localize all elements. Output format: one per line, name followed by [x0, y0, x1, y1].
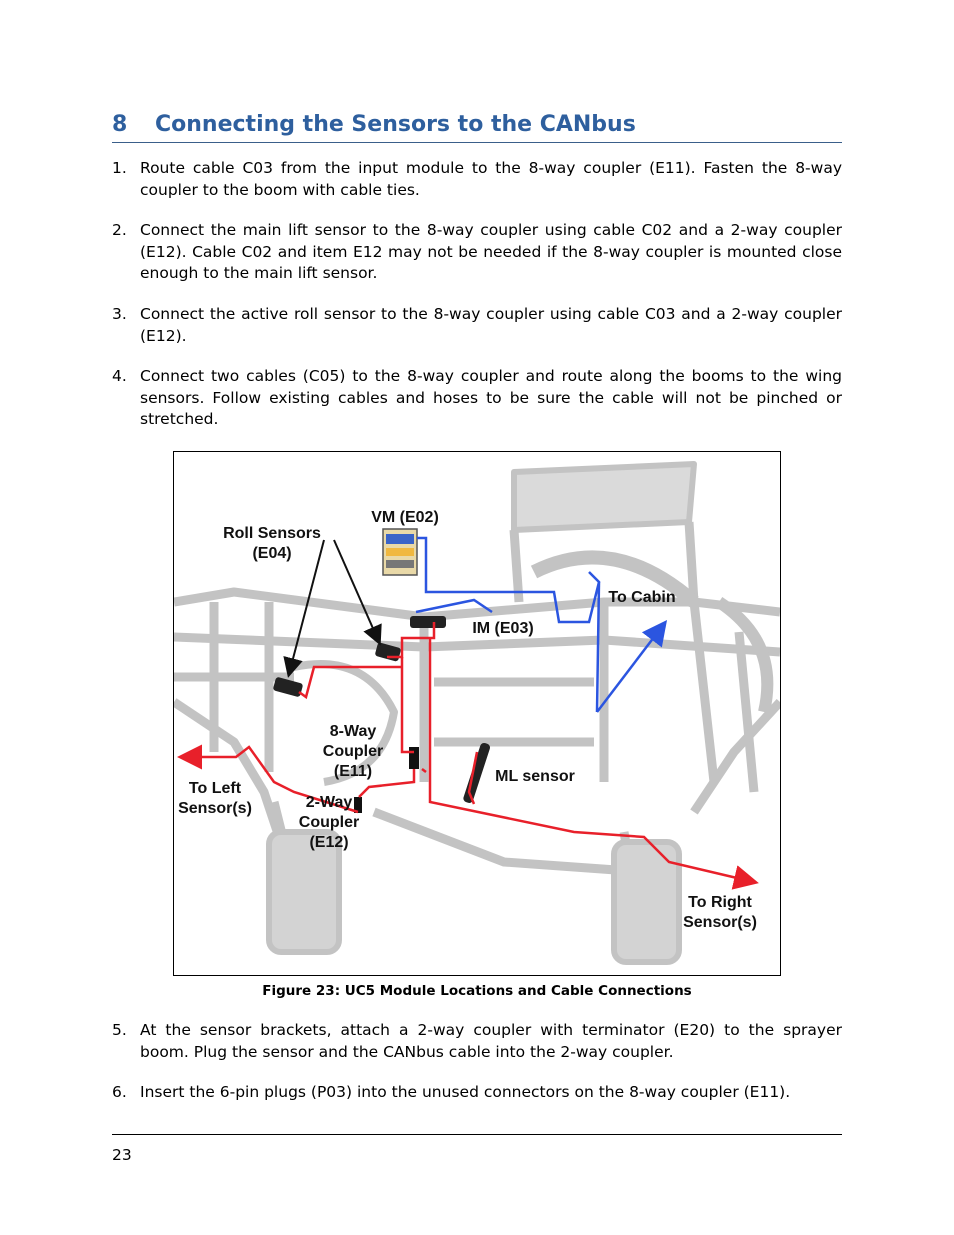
step-number: 6.	[112, 1083, 127, 1101]
step-text: Insert the 6-pin plugs (P03) into the unused connectors on the 8-way coupler (E11).	[140, 1083, 791, 1101]
step-3	[112, 304, 842, 347]
step-text: Connect the main lift sensor to the 8-way coupler using cable C02 and a 2-way coupler (E12). Cable C02 and item E12 may not be needed if the 8-way coupler is mounted close enough to the main lift sensor.	[140, 221, 842, 282]
label-im: IM (E03)	[472, 620, 534, 637]
page-number: 23	[112, 1146, 132, 1164]
eight-way-coupler	[409, 747, 419, 769]
vm-module	[383, 529, 417, 575]
step-number: 5.	[112, 1021, 127, 1039]
label-vm: VM (E02)	[371, 509, 439, 526]
step-6	[112, 1082, 842, 1104]
section-number: 8	[112, 112, 128, 137]
label-roll-sensors: Roll Sensors (E04)	[223, 525, 321, 562]
section-heading	[112, 110, 842, 143]
step-4	[112, 366, 842, 431]
label-two-way-coupler: 2-Way Coupler (E12)	[298, 794, 360, 851]
im-module	[410, 616, 446, 628]
figure-caption: Figure 23: UC5 Module Locations and Cable Connections	[262, 983, 692, 999]
step-text: Connect the active roll sensor to the 8-way coupler using cable C03 and a 2-way coupler (E12).	[140, 305, 842, 345]
label-to-cabin: To Cabin	[608, 589, 676, 606]
roll-arrow-right	[334, 540, 379, 642]
step-number: 2.	[112, 221, 127, 239]
step-2	[112, 220, 842, 285]
step-1	[112, 158, 842, 201]
step-text: Route cable C03 from the input module to the 8-way coupler (E11). Fasten the 8-way coupler to the boom with cable ties.	[140, 159, 842, 199]
footer-divider	[112, 1134, 842, 1135]
step-text: At the sensor brackets, attach a 2-way coupler with terminator (E20) to the sprayer boom. Plug the sensor and the CANbus cable into the 2-way coupler.	[140, 1021, 842, 1061]
label-ml-sensor: ML sensor	[495, 768, 575, 785]
section-title: Connecting the Sensors to the CANbus	[155, 112, 636, 137]
ml-sensor	[462, 742, 491, 804]
step-number: 4.	[112, 367, 127, 385]
figure-cable-diagram	[173, 451, 781, 976]
label-eight-way-coupler: 8-Way Coupler (E11)	[322, 723, 384, 780]
step-text: Connect two cables (C05) to the 8-way coupler and route along the booms to the wing sensors. Follow existing cables and hoses to be sure the cable will not be pinched or stretched.	[140, 367, 842, 428]
label-to-left-sensors: To Left Sensor(s)	[178, 780, 252, 817]
step-number: 1.	[112, 159, 127, 177]
step-5	[112, 1020, 842, 1063]
label-to-right-sensors: To Right Sensor(s)	[683, 894, 757, 931]
step-number: 3.	[112, 305, 127, 323]
